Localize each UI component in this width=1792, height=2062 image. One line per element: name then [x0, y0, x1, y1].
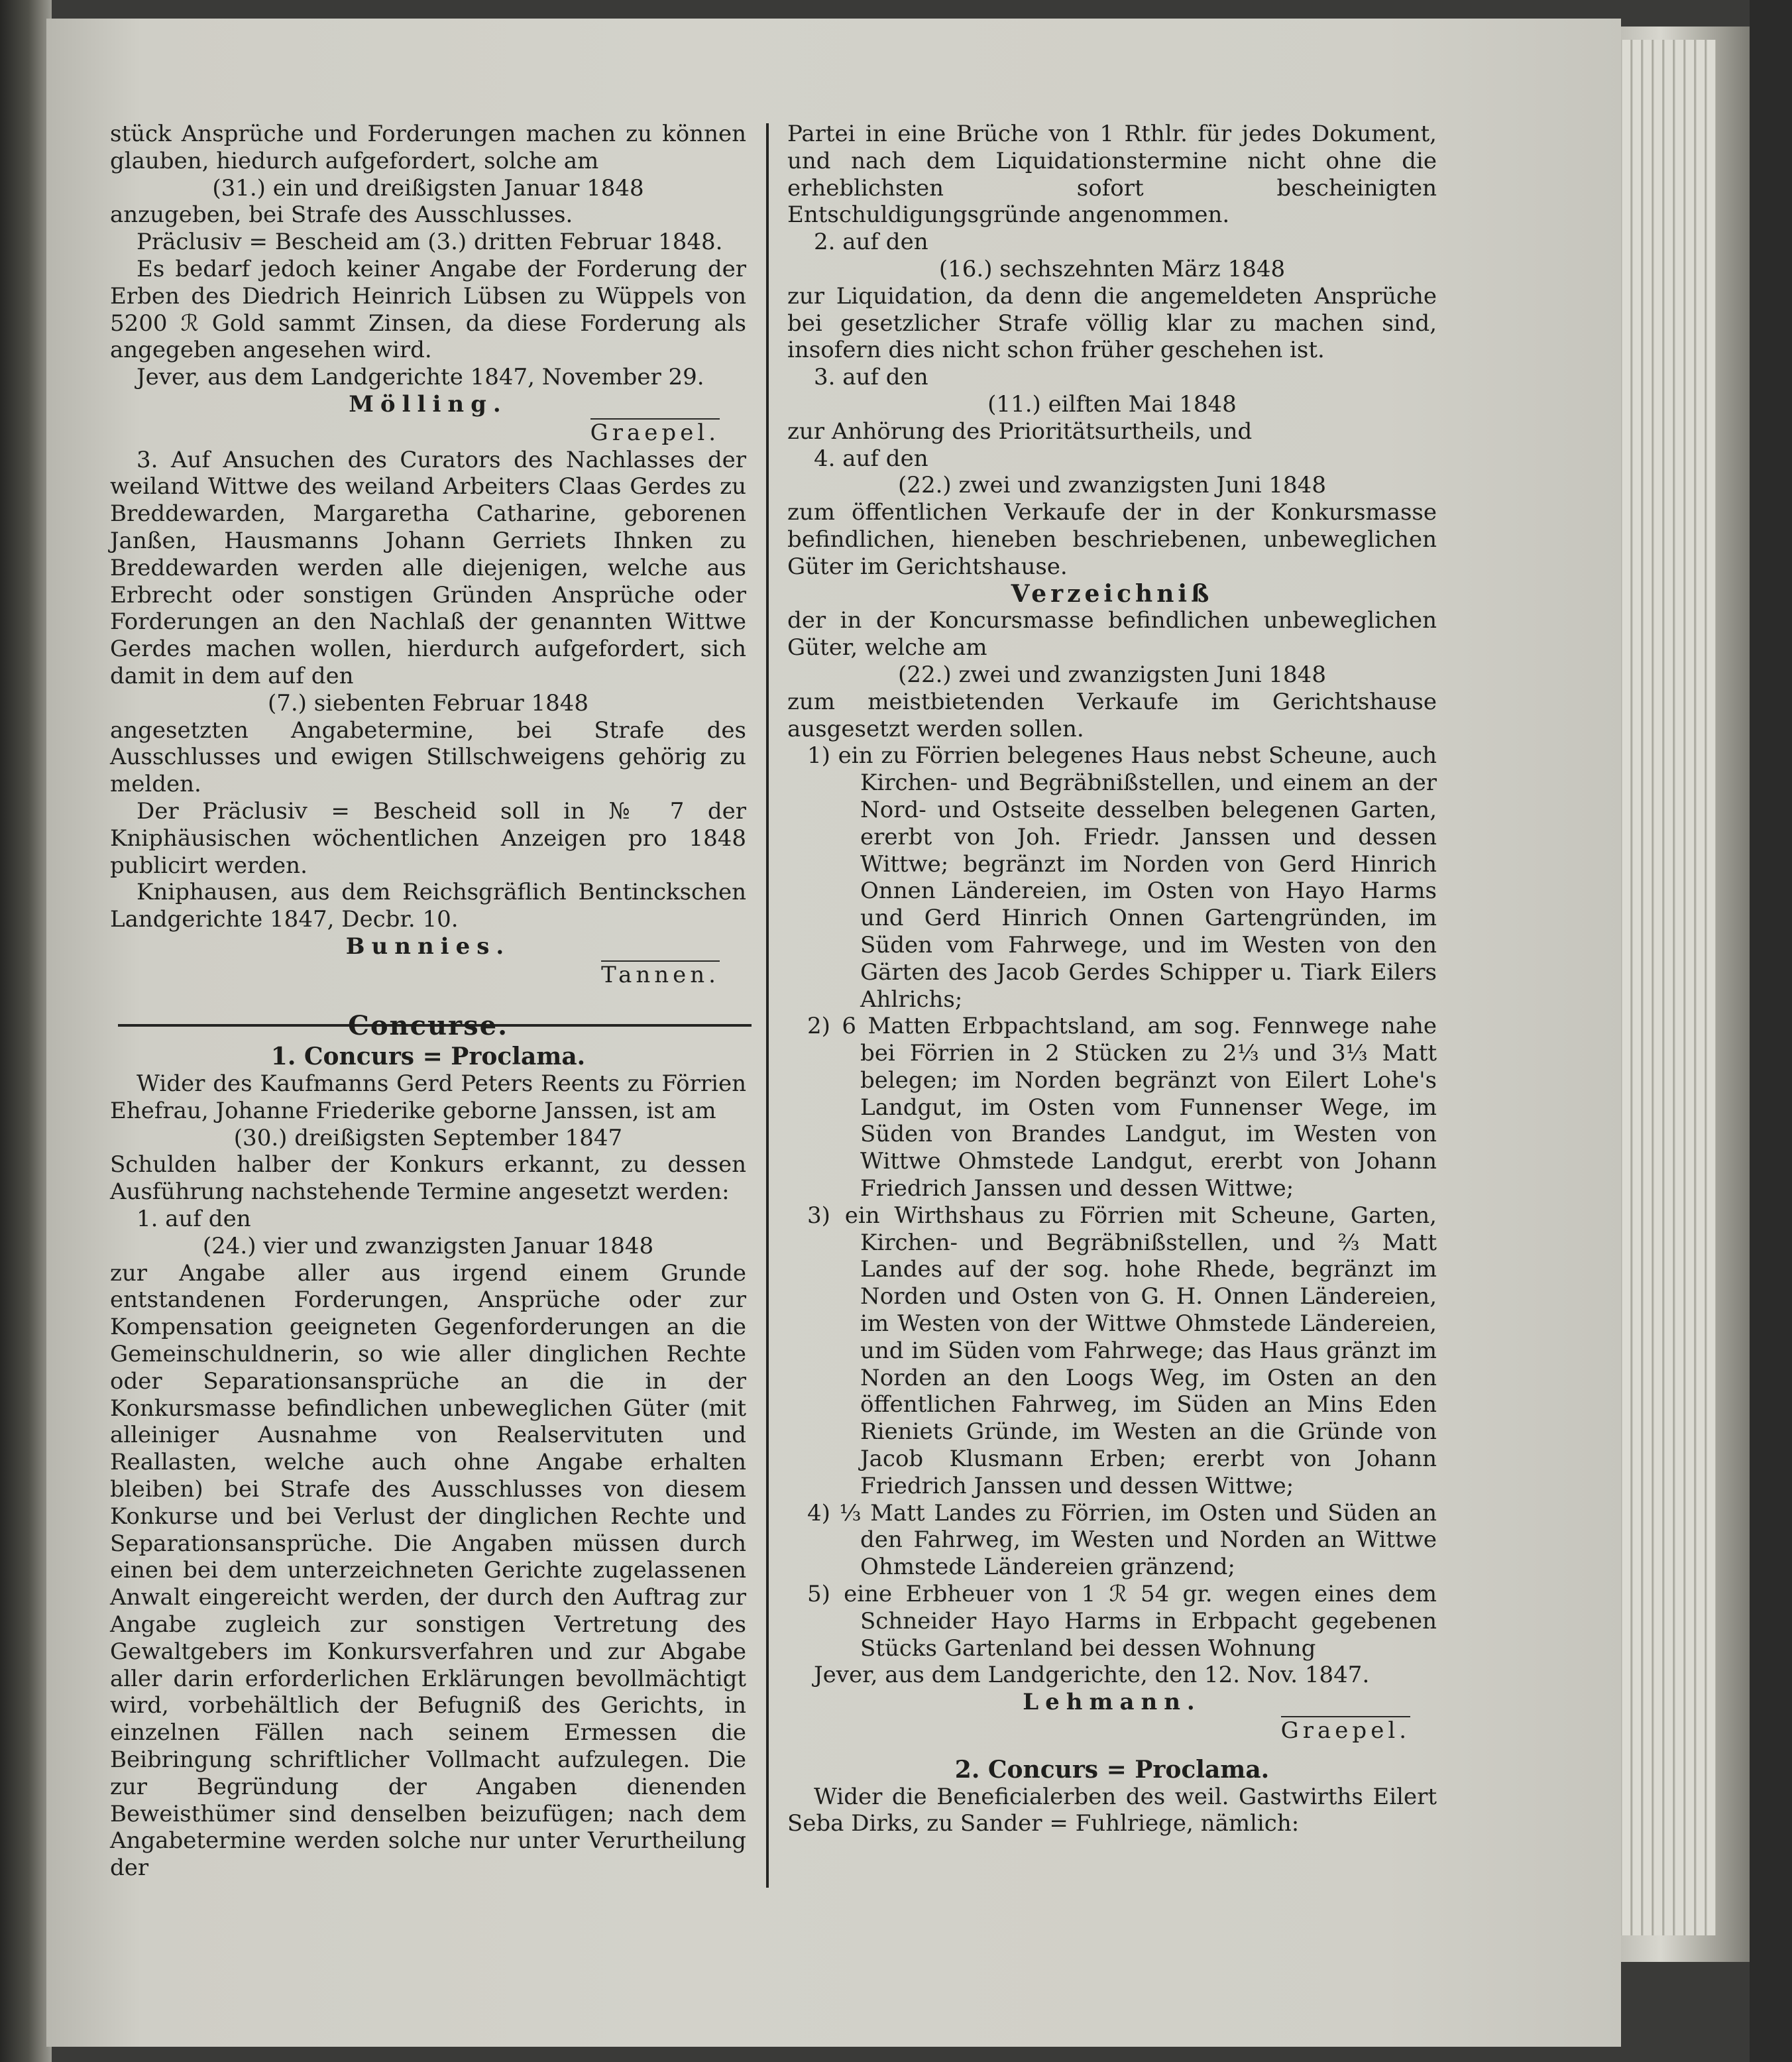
date-line: (16.) sechszehnten März 1848 [938, 255, 1286, 282]
section-heading: Concurse. [347, 1009, 508, 1041]
property-item: 3) ein Wirthshaus zu Förrien mit Scheune, Garten, Kirchen- und Begräbnißstellen, und ⅔ Matt Landes auf der sog. hohe Rhede, begränzt im Norden und Osten von G. H. Onnen Ländereien, im Westen von der Wittwe Ohmstede Ländereien, und im Süden vom Fahrwege; das Haus gränzt im Norden an den Loogs Weg, im Osten an den öffentlichen Fahrweg, im Süden an Mins Eden Rieniets Gründe, im Westen an die Gründe von Jacob Klusmann Erben; ererbt von Johann Friedrich Janssen und dessen Wittwe; [807, 1202, 1437, 1499]
date-line: (24.) vier und zwanzigsten Januar 1848 [202, 1232, 654, 1259]
book-spine-shadow [0, 0, 52, 2062]
date-line: (31.) ein und dreißigsten Januar 1848 [212, 174, 644, 201]
paragraph: angesetzten Angabetermine, bei Strafe des Ausschlusses und ewigen Stillschweigens gehörig zu melden. [110, 716, 746, 798]
column-divider [766, 123, 769, 1888]
left-column [110, 121, 746, 1882]
paragraph: Präclusiv = Bescheid am (3.) dritten Februar 1848. [137, 229, 723, 256]
signature: Graepel. [1280, 1717, 1410, 1745]
term-number: 1. auf den [137, 1206, 251, 1233]
subheading: 2. Concurs = Proclama. [954, 1755, 1270, 1784]
term-number: 3. auf den [814, 364, 928, 391]
signature: Graepel. [590, 419, 720, 446]
term-number: 4. auf den [814, 445, 928, 472]
paragraph: Der Präclusiv = Bescheid soll in № 7 der Kniphäusischen wöchentlichen Anzeigen pro 1848 publicirt werden. [110, 797, 746, 879]
place-date-line: Jever, aus dem Landgerichte 1847, November 29. [137, 364, 704, 391]
date-line: (22.) zwei und zwanzigsten Juni 1848 [898, 472, 1326, 499]
right-column [787, 121, 1437, 1837]
signature: Tannen. [601, 961, 720, 988]
paragraph: der in der Koncursmasse befindlichen unbeweglichen Güter, welche am [787, 607, 1437, 661]
paragraph: zum meistbietenden Verkaufe im Gerichtshause ausgesetzt werden sollen. [787, 688, 1437, 742]
date-line: (22.) zwei und zwanzigsten Juni 1848 [898, 661, 1326, 688]
paragraph: stück Ansprüche und Forderungen machen zu können glauben, hiedurch aufgefordert, solche am [110, 121, 746, 174]
signature: Mölling. [349, 390, 508, 418]
paragraph: zum öffentlichen Verkaufe der in der Konkursmasse befindlichen, hieneben beschriebenen, unbeweglichen Güter im Gerichtshause. [787, 499, 1437, 580]
signature: Bunnies. [345, 933, 511, 960]
list-heading: Verzeichniß [1011, 579, 1213, 608]
paragraph: Partei in eine Brüche von 1 Rthlr. für jedes Dokument, und nach dem Liquidationstermine nicht ohne die erheblichsten sofort bescheinigten Entschuldigungsgründe angenommen. [787, 121, 1437, 229]
place-date-line: Kniphausen, aus dem Reichsgräflich Bentinckschen Landgerichte 1847, Decbr. 10. [110, 879, 746, 933]
signature: Lehmann. [1023, 1689, 1202, 1716]
property-item: 1) ein zu Förrien belegenes Haus nebst Scheune, auch Kirchen- und Begräbnißstellen, und einem an der Nord- und Ostseite desselben belegenen Garten, ererbt von Joh. Friedr. Janssen und dessen Wittwe; begränzt im Norden von Gerd Hinrich Onnen Ländereien, im Osten von Hayo Harms und Gerd Hinrich Onnen Gartengründen, im Süden vom Fahrwege, und im Westen von den Gärten des Jacob Gerdes Schipper u. Tiark Eilers Ahlrichs; [807, 742, 1437, 1013]
paragraph: Wider des Kaufmanns Gerd Peters Reents zu Förrien Ehefrau, Johanne Friederike geborne Janssen, ist am [110, 1070, 746, 1124]
term-number: 2. auf den [814, 229, 928, 256]
property-item: 4) ⅓ Matt Landes zu Förrien, im Osten und Süden an den Fahrweg, im Westen und Norden an Wittwe Ohmstede Ländereien gränzend; [807, 1499, 1437, 1581]
paragraph: Wider die Beneficialerben des weil. Gastwirths Eilert Seba Dirks, zu Sander = Fuhlriege, nämlich: [787, 1783, 1437, 1837]
date-line: (30.) dreißigsten September 1847 [233, 1124, 623, 1151]
background-right [1750, 0, 1792, 2062]
paragraph: 3. Auf Ansuchen des Curators des Nachlasses der weiland Wittwe des weiland Arbeiters Claas Gerdes zu Breddewarden, Margaretha Catharine, geborenen Janßen, Hausmanns Johann Gerriets Ihnken zu Breddewarden werden alle diejenigen, welche aus Erbrecht oder sonstigen Gründen Ansprüche oder Forderungen an den Nachlaß der genannten Wittwe Gerdes machen wollen, hierdurch aufgefordert, sich damit in dem auf den [110, 446, 746, 689]
place-date-line: Jever, aus dem Landgerichte, den 12. Nov. 1847. [814, 1662, 1370, 1689]
paragraph: anzugeben, bei Strafe des Ausschlusses. [110, 201, 573, 229]
paragraph: Schulden halber der Konkurs erkannt, zu dessen Ausführung nachstehende Termine angesetzt werden: [110, 1151, 746, 1206]
paragraph: zur Liquidation, da denn die angemeldeten Ansprüche bei gesetzlicher Strafe völlig klar zu machen sind, insofern dies nicht schon früher geschehen ist. [787, 282, 1437, 364]
property-item: 5) eine Erbheuer von 1 ℛ 54 gr. wegen eines dem Schneider Hayo Harms in Erbpacht gegebenen Stücks Gartenland bei dessen Wohnung [807, 1581, 1437, 1662]
paragraph: Es bedarf jedoch keiner Angabe der Forderung der Erben des Diedrich Heinrich Lübsen zu Wüppels von 5200 ℛ Gold sammt Zinsen, da diese Forderung als angegeben angesehen wird. [110, 255, 746, 364]
subheading: 1. Concurs = Proclama. [270, 1043, 586, 1071]
paragraph: zur Angabe aller aus irgend einem Grunde entstandenen Forderungen, Ansprüche oder zur Kompensation geeigneten Gegenforderungen an die Gemeinschuldnerin, so wie aller dinglichen Rechte oder Separationsansprüche an die in der Konkursmasse befindlichen unbeweglichen Güter (mit alleiniger Ausnahme von Realservituten und Reallasten, welche auch ohne Angabe erhalten bleiben) bei Strafe des Ausschlusses von diesem Konkurse und bei Verlust der dinglichen Rechte und Separationsansprüche. Die Angaben müssen durch einen bei dem unterzeichneten Gerichte zugelassenen Anwalt eingereicht werden, der durch den Auftrag zur Angabe zugleich zur sonstigen Vertretung des Gewaltgebers im Konkursverfahren und zur Abgabe aller darin erforderlichen Erklärungen bevollmächtigt wird, vorbehältlich der Befugniß des Gerichts, in einzelnen Fällen nach seinem Ermessen die Beibringung schriftlicher Vollmacht aufzulegen. Die zur Begründung der Angaben dienenden Beweisthümer sind denselben beizufügen; nach dem Angabetermine werden solche nur unter Verurtheilung der [110, 1259, 746, 1882]
property-item: 2) 6 Matten Erbpachtsland, am sog. Fennwege nahe bei Förrien in 2 Stücken zu 2⅓ und 3⅓ Matt belegen; im Norden begränzt von Eilert Lohe's Landgut, im Osten vom Funnenser Wege, im Süden von Brandes Landgut, im Westen von Wittwe Ohmstede Landgut, ererbt von Johann Friedrich Janssen und dessen Wittwe; [807, 1013, 1437, 1202]
date-line: (11.) eilften Mai 1848 [987, 390, 1237, 418]
paragraph: zur Anhörung des Prioritätsurtheils, und [787, 418, 1253, 445]
date-line: (7.) siebenten Februar 1848 [267, 689, 589, 716]
